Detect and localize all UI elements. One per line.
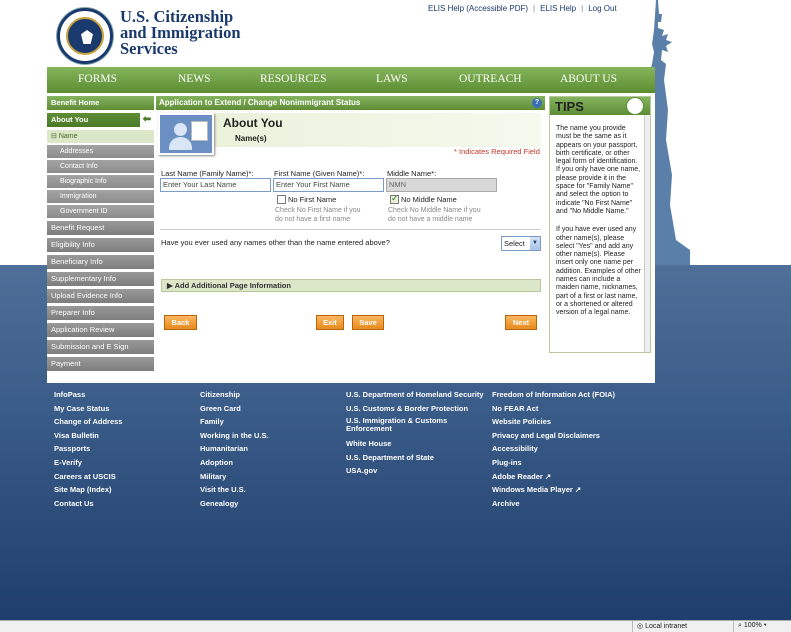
person-icon — [158, 113, 214, 155]
globe-icon: ◎ — [637, 623, 646, 630]
footer-link[interactable]: Privacy and Legal Disclaimers — [492, 430, 600, 440]
sidebar-item-label: About You — [51, 115, 89, 124]
sidebar-sub-immigration[interactable]: Immigration — [47, 190, 154, 203]
save-button[interactable]: Save — [352, 315, 384, 330]
footer-link[interactable]: Archive — [492, 498, 520, 508]
footer-link[interactable]: No FEAR Act — [492, 403, 539, 413]
brand-line-2: and Immigration — [120, 23, 241, 42]
zone-label: Local intranet — [645, 623, 688, 630]
nav-forms[interactable]: FORMS — [78, 73, 117, 85]
tips-header — [550, 97, 650, 115]
status-divider — [733, 621, 734, 632]
tips-text-1: The name you provide must be the same as it appears on your passport, birth certificate, or other legal form of identification. If you only have one name, please provide it in the space for "Family Name" and select the option to indicate "No First Name" and "No Middle Name." — [556, 125, 641, 215]
sidebar-item-benefit-request[interactable]: Benefit Request — [47, 221, 154, 235]
sidebar-item-supplementary-info[interactable]: Supplementary Info — [47, 272, 154, 286]
footer-link[interactable]: Contact Us — [54, 498, 94, 508]
sidebar-sub-addresses[interactable]: Addresses — [47, 145, 154, 158]
help-icon[interactable]: ? — [532, 98, 542, 108]
form-header — [156, 96, 545, 110]
sidebar-sub-contact-info[interactable]: Contact Info — [47, 160, 154, 173]
footer-link[interactable]: Website Policies — [492, 417, 552, 427]
last-name-input[interactable]: Enter Your Last Name — [160, 178, 271, 192]
footer-link[interactable]: Citizenship — [200, 390, 241, 399]
dhs-seal-logo[interactable] — [57, 8, 113, 64]
required-field-note: * Indicates Required Field — [454, 147, 540, 156]
about-you-banner — [160, 113, 541, 147]
footer-link[interactable]: Visa Bulletin — [54, 430, 99, 440]
arrow-left-icon: ⬅ — [140, 113, 154, 127]
footer-link[interactable]: U.S. Immigration & Customs — [346, 416, 448, 426]
sidebar-sub-label: Name — [58, 133, 78, 140]
footer-link[interactable]: Windows Media Player ↗ — [492, 485, 582, 495]
no-middle-name-hint — [388, 206, 481, 224]
page-title: About You — [223, 116, 283, 130]
sidebar-item-payment[interactable]: Payment — [47, 357, 154, 371]
footer-link[interactable]: Enforcement — [346, 424, 392, 434]
footer-col-2 — [200, 388, 344, 510]
nav-news[interactable]: NEWS — [178, 73, 211, 85]
footer-link[interactable]: USA.gov — [346, 466, 378, 476]
footer-link[interactable]: Humanitarian — [200, 444, 248, 454]
top-links: ELIS Help (Accessible PDF) | ELIS Help | Log Out — [428, 4, 617, 13]
footer-link[interactable]: Passports — [54, 444, 91, 454]
zoom-control[interactable]: ⌕ 100% ▾ — [738, 622, 767, 629]
footer-link[interactable]: Visit the U.S. — [200, 485, 246, 495]
footer-link[interactable]: Green Card — [200, 403, 241, 413]
browser-status-bar — [0, 620, 791, 632]
no-first-name-hint — [275, 206, 361, 224]
select-value: Select — [504, 239, 525, 248]
footer-link[interactable]: E-Verify — [54, 457, 82, 467]
other-names-question: Have you ever used any names other than the name entered above? — [161, 238, 390, 247]
elis-help-link[interactable]: ELIS Help — [540, 4, 577, 13]
footer-link[interactable]: Freedom of Information Act (FOIA) — [492, 390, 616, 399]
footer-link[interactable]: U.S. Customs & Border Protection — [346, 403, 469, 413]
sidebar-sub-government-id[interactable]: Government ID — [47, 205, 154, 218]
footer-col-4 — [492, 388, 636, 510]
sidebar-sub-biographic-info[interactable]: Biographic Info — [47, 175, 154, 188]
no-middle-name-label: No Middle Name — [401, 195, 457, 204]
sidebar-item-upload-evidence[interactable]: Upload Evidence Info — [47, 289, 154, 303]
next-button[interactable]: Next — [505, 315, 537, 330]
footer-link[interactable]: Military — [200, 471, 227, 481]
back-button[interactable]: Back — [164, 315, 197, 330]
nav-about-us[interactable]: ABOUT US — [560, 73, 617, 85]
sidebar-item-eligibility-info[interactable]: Eligibility Info — [47, 238, 154, 252]
uscis-brand[interactable] — [120, 9, 241, 57]
tips-panel — [549, 96, 651, 353]
no-first-name-hint-line-2: do not have a first name — [275, 216, 351, 223]
footer-col-1 — [54, 388, 198, 510]
sidebar-sub-name[interactable] — [47, 130, 154, 143]
sidebar-item-submission[interactable]: Submission and E Sign — [47, 340, 154, 354]
sidebar-item-application-review[interactable]: Application Review — [47, 323, 154, 337]
footer-link[interactable]: Genealogy — [200, 498, 239, 508]
footer-link[interactable]: Plug-ins — [492, 457, 522, 467]
tips-title: TIPS — [555, 99, 584, 114]
footer-link[interactable]: Careers at USCIS — [54, 471, 116, 481]
nav-laws[interactable]: LAWS — [376, 73, 408, 85]
first-name-label: First Name (Given Name)*: — [274, 169, 365, 178]
zoom-label: 100% — [743, 622, 762, 629]
elis-help-pdf-link[interactable]: ELIS Help (Accessible PDF) — [428, 4, 529, 13]
no-middle-name-checkbox[interactable] — [390, 195, 399, 204]
add-page-info-label: Add Additional Page Information — [174, 281, 291, 290]
brand-line-1: U.S. Citizenship — [120, 7, 234, 26]
main-nav — [47, 67, 655, 93]
sidebar-item-beneficiary-info[interactable]: Beneficiary Info — [47, 255, 154, 269]
footer-link[interactable]: White House — [346, 439, 392, 449]
footer-link[interactable]: U.S. Department of State — [346, 452, 434, 462]
no-first-name-hint-line-1: Check No First Name if you — [275, 207, 361, 214]
footer-link[interactable]: Adoption — [200, 457, 233, 467]
no-first-name-checkbox[interactable] — [277, 195, 286, 204]
sidebar-item-benefit-home[interactable]: Benefit Home — [47, 96, 154, 110]
last-name-label: Last Name (Family Name)*: — [161, 169, 254, 178]
nav-outreach[interactable]: OUTREACH — [459, 73, 522, 85]
first-name-input[interactable]: Enter Your First Name — [273, 178, 384, 192]
add-page-info-expander[interactable] — [161, 279, 541, 292]
tips-circle-icon — [626, 97, 644, 115]
no-middle-name-hint-line-2: do not have a middle name — [388, 216, 473, 223]
other-names-select[interactable] — [501, 236, 541, 251]
no-middle-name-hint-line-1: Check No Middle Name if you — [388, 207, 481, 214]
chevron-down-icon: ▼ — [530, 237, 540, 250]
triangle-right-icon: ▶ — [167, 281, 175, 290]
nav-resources[interactable]: RESOURCES — [260, 73, 327, 85]
log-out-link[interactable]: Log Out — [588, 4, 617, 13]
sidebar-item-preparer-info[interactable]: Preparer Info — [47, 306, 154, 320]
footer-link[interactable]: InfoPass — [54, 390, 86, 399]
footer-link[interactable]: Working in the U.S. — [200, 430, 269, 440]
form-header-title: Application to Extend / Change Nonimmigrant Status — [159, 98, 361, 107]
zone-indicator — [637, 622, 687, 630]
section-subtitle: Name(s) — [235, 134, 267, 143]
magnifier-icon: ⌕ — [738, 622, 744, 629]
footer-link[interactable]: My Case Status — [54, 403, 110, 413]
tips-scrollbar[interactable] — [644, 115, 650, 352]
sidebar-item-about-you[interactable] — [47, 113, 154, 127]
footer-link[interactable]: Adobe Reader ↗ — [492, 471, 552, 481]
middle-name-input[interactable]: NMN — [386, 178, 497, 192]
footer-link[interactable]: Site Map (Index) — [54, 485, 112, 495]
divider — [160, 229, 541, 230]
sidebar — [47, 96, 154, 374]
footer-link[interactable]: U.S. Department of Homeland Security — [346, 390, 484, 399]
bullet-icon: ⊟ — [51, 133, 59, 140]
tips-text-2: If you have ever used any other name(s), please select "Yes" and add any other name(s). Please insert only one name per addition. Examples of other names can include a maiden name, nicknames, part of a first or last name, or a shortened or altered version of a legal name. — [556, 226, 641, 317]
footer-col-3 — [346, 388, 492, 478]
exit-button[interactable]: Exit — [316, 315, 344, 330]
middle-name-label: Middle Name*: — [387, 169, 437, 178]
brand-line-3: Services — [120, 39, 178, 58]
status-divider — [632, 621, 633, 632]
footer-link[interactable]: Family — [200, 417, 224, 427]
footer-link[interactable]: Accessibility — [492, 444, 538, 454]
footer-link[interactable]: Change of Address — [54, 417, 123, 427]
no-first-name-label: No First Name — [288, 195, 337, 204]
